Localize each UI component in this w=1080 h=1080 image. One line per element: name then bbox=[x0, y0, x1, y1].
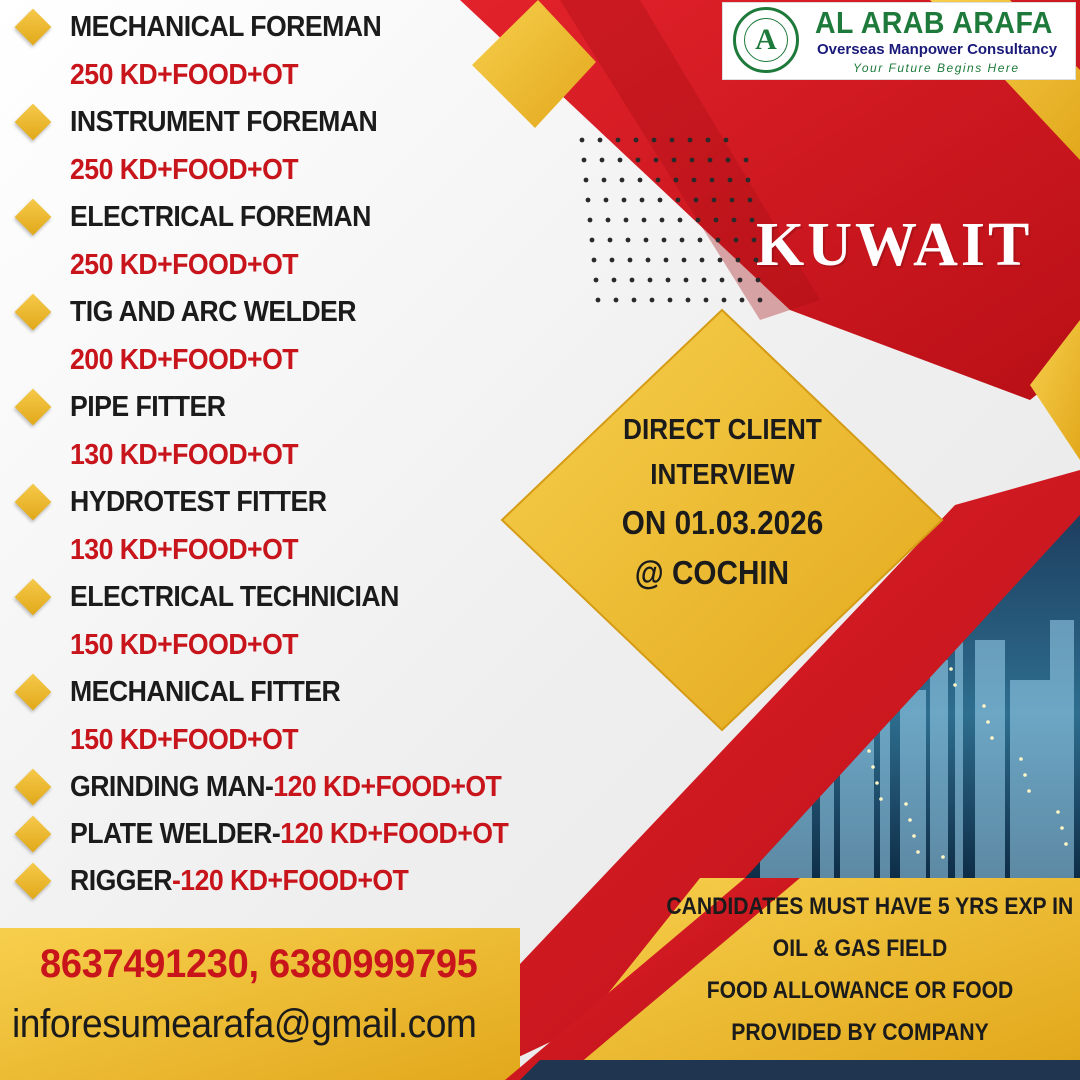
refinery-tower bbox=[1050, 620, 1074, 880]
dot bbox=[692, 178, 697, 183]
dot bbox=[708, 158, 713, 163]
dot bbox=[592, 258, 597, 263]
dot bbox=[612, 278, 617, 283]
refinery-light bbox=[982, 704, 986, 708]
dot bbox=[590, 238, 595, 243]
refinery-light bbox=[953, 683, 957, 687]
dot bbox=[736, 258, 741, 263]
dot bbox=[610, 258, 615, 263]
dot bbox=[686, 298, 691, 303]
refinery-tower bbox=[1010, 680, 1050, 880]
bullet-diamond-icon bbox=[15, 579, 52, 616]
job-salary: 130 KD+FOOD+OT bbox=[70, 439, 299, 471]
dot bbox=[730, 198, 735, 203]
refinery-light bbox=[875, 781, 879, 785]
refinery-light bbox=[990, 736, 994, 740]
job-salary: 120 KD+FOOD+OT bbox=[273, 771, 502, 803]
job-title: TIG AND ARC WELDER bbox=[70, 296, 357, 328]
dot bbox=[750, 218, 755, 223]
dot bbox=[650, 298, 655, 303]
dot bbox=[630, 278, 635, 283]
requirement-line: OIL & GAS FIELD bbox=[772, 935, 948, 962]
dot bbox=[656, 178, 661, 183]
job-item bbox=[14, 479, 574, 574]
refinery-light bbox=[916, 850, 920, 854]
dot bbox=[688, 138, 693, 143]
company-logo bbox=[722, 2, 1076, 80]
dot bbox=[714, 218, 719, 223]
job-title: ELECTRICAL FOREMAN bbox=[70, 201, 371, 233]
job-item-inline bbox=[14, 811, 574, 858]
dot bbox=[658, 198, 663, 203]
refinery-light bbox=[904, 802, 908, 806]
requirement-line: PROVIDED BY COMPANY bbox=[731, 1019, 989, 1046]
dot bbox=[596, 298, 601, 303]
dot bbox=[632, 298, 637, 303]
dot bbox=[748, 198, 753, 203]
refinery-light bbox=[871, 765, 875, 769]
dot bbox=[746, 178, 751, 183]
refinery-light bbox=[1019, 757, 1023, 761]
dot bbox=[694, 198, 699, 203]
dark-bottom-strip bbox=[520, 1060, 1080, 1080]
job-title: MECHANICAL FOREMAN bbox=[70, 11, 382, 43]
dot bbox=[642, 218, 647, 223]
job-item bbox=[14, 289, 574, 384]
contact-email: inforesumearafa@gmail.com bbox=[12, 1002, 477, 1046]
interview-line-2: INTERVIEW bbox=[650, 459, 795, 491]
job-salary: 120 KD+FOOD+OT bbox=[280, 818, 509, 850]
dot bbox=[654, 158, 659, 163]
dot bbox=[662, 238, 667, 243]
dot bbox=[604, 198, 609, 203]
dot bbox=[646, 258, 651, 263]
dot bbox=[740, 298, 745, 303]
dot bbox=[706, 138, 711, 143]
refinery-light bbox=[1060, 826, 1064, 830]
dot bbox=[758, 298, 763, 303]
dot bbox=[744, 158, 749, 163]
requirement-line: CANDIDATES MUST HAVE 5 YRS EXP IN bbox=[666, 893, 1074, 920]
refinery-light bbox=[1064, 842, 1068, 846]
refinery-light bbox=[867, 749, 871, 753]
dot bbox=[616, 138, 621, 143]
dot bbox=[588, 218, 593, 223]
bullet-diamond-icon bbox=[15, 104, 52, 141]
dot bbox=[648, 278, 653, 283]
dot bbox=[606, 218, 611, 223]
job-salary: 250 KD+FOOD+OT bbox=[70, 154, 299, 186]
dot bbox=[684, 278, 689, 283]
interview-details bbox=[585, 408, 860, 598]
dot bbox=[672, 158, 677, 163]
dot bbox=[584, 178, 589, 183]
job-salary: 250 KD+FOOD+OT bbox=[70, 249, 299, 281]
dot bbox=[598, 138, 603, 143]
dot bbox=[738, 278, 743, 283]
dot bbox=[716, 238, 721, 243]
dot bbox=[722, 298, 727, 303]
dot bbox=[608, 238, 613, 243]
job-title: INSTRUMENT FOREMAN bbox=[70, 106, 378, 138]
dot bbox=[600, 158, 605, 163]
dot bbox=[690, 158, 695, 163]
dot bbox=[614, 298, 619, 303]
job-item-inline bbox=[14, 858, 574, 905]
dot bbox=[634, 138, 639, 143]
job-item-inline bbox=[14, 764, 574, 811]
dot bbox=[628, 258, 633, 263]
dot bbox=[704, 298, 709, 303]
dot bbox=[726, 158, 731, 163]
refinery-light bbox=[1023, 773, 1027, 777]
company-name: AL ARAB ARAFA bbox=[815, 5, 1053, 40]
refinery-light bbox=[908, 818, 912, 822]
job-title: PLATE WELDER- bbox=[70, 818, 281, 850]
dot bbox=[580, 138, 585, 143]
dot bbox=[682, 258, 687, 263]
refinery-tower bbox=[900, 690, 926, 880]
refinery-tower bbox=[975, 640, 1005, 880]
job-item bbox=[14, 574, 574, 669]
refinery-light bbox=[879, 797, 883, 801]
refinery-light bbox=[1027, 789, 1031, 793]
interview-date: ON 01.03.2026 bbox=[621, 504, 824, 541]
refinery-tower bbox=[930, 660, 948, 880]
refinery-light bbox=[912, 834, 916, 838]
job-item bbox=[14, 99, 574, 194]
refinery-light bbox=[797, 659, 801, 663]
dot bbox=[624, 218, 629, 223]
dot bbox=[676, 198, 681, 203]
company-emblem-icon bbox=[733, 7, 799, 73]
refinery-light bbox=[949, 667, 953, 671]
bullet-diamond-icon bbox=[15, 199, 52, 236]
interview-line-1: DIRECT CLIENT bbox=[623, 414, 822, 446]
dot bbox=[698, 238, 703, 243]
job-title: MECHANICAL FITTER bbox=[70, 676, 341, 708]
dot bbox=[626, 238, 631, 243]
job-salary: -120 KD+FOOD+OT bbox=[171, 865, 409, 897]
dot bbox=[724, 138, 729, 143]
dot bbox=[638, 178, 643, 183]
job-salary: 130 KD+FOOD+OT bbox=[70, 534, 299, 566]
dot bbox=[680, 238, 685, 243]
bullet-diamond-icon bbox=[15, 769, 52, 806]
refinery-light bbox=[1056, 810, 1060, 814]
contact-phones: 8637491230, 6380999795 bbox=[40, 942, 478, 986]
job-salary: 150 KD+FOOD+OT bbox=[70, 724, 299, 756]
job-title: RIGGER bbox=[70, 865, 172, 897]
requirement-line: FOOD ALLOWANCE OR FOOD bbox=[706, 977, 1014, 1004]
dot bbox=[618, 158, 623, 163]
dot bbox=[712, 198, 717, 203]
dot bbox=[728, 178, 733, 183]
bullet-diamond-icon bbox=[15, 484, 52, 521]
dot bbox=[594, 278, 599, 283]
job-list bbox=[14, 4, 574, 905]
job-salary: 150 KD+FOOD+OT bbox=[70, 629, 299, 661]
dot bbox=[620, 178, 625, 183]
requirements bbox=[640, 886, 1080, 1054]
bullet-diamond-icon bbox=[15, 816, 52, 853]
dot bbox=[664, 258, 669, 263]
dot bbox=[696, 218, 701, 223]
dot bbox=[720, 278, 725, 283]
dot bbox=[622, 198, 627, 203]
bullet-diamond-icon bbox=[15, 389, 52, 426]
job-title: HYDROTEST FITTER bbox=[70, 486, 327, 518]
emblem-letter: A bbox=[744, 18, 788, 62]
dot bbox=[700, 258, 705, 263]
dot bbox=[666, 278, 671, 283]
dot bbox=[636, 158, 641, 163]
company-subtitle: Overseas Manpower Consultancy bbox=[817, 41, 1058, 58]
dot bbox=[734, 238, 739, 243]
company-tagline: Your Future Begins Here bbox=[853, 61, 1020, 75]
bullet-diamond-icon bbox=[15, 9, 52, 46]
job-item bbox=[14, 384, 574, 479]
dot bbox=[640, 198, 645, 203]
dot bbox=[718, 258, 723, 263]
dot bbox=[710, 178, 715, 183]
job-item bbox=[14, 194, 574, 289]
dot bbox=[652, 138, 657, 143]
job-title: GRINDING MAN- bbox=[70, 771, 274, 803]
dot bbox=[602, 178, 607, 183]
job-item bbox=[14, 669, 574, 764]
dot bbox=[702, 278, 707, 283]
dot bbox=[678, 218, 683, 223]
job-title: ELECTRICAL TECHNICIAN bbox=[70, 581, 399, 613]
job-title: PIPE FITTER bbox=[70, 391, 226, 423]
dot bbox=[660, 218, 665, 223]
refinery-light bbox=[941, 855, 945, 859]
bullet-diamond-icon bbox=[15, 863, 52, 900]
dot bbox=[668, 298, 673, 303]
dot bbox=[732, 218, 737, 223]
dot bbox=[586, 198, 591, 203]
job-salary: 200 KD+FOOD+OT bbox=[70, 344, 299, 376]
job-salary: 250 KD+FOOD+OT bbox=[70, 59, 299, 91]
bullet-diamond-icon bbox=[15, 674, 52, 711]
dot bbox=[670, 138, 675, 143]
country-heading: KUWAIT bbox=[756, 211, 1033, 279]
dot bbox=[674, 178, 679, 183]
bullet-diamond-icon bbox=[15, 294, 52, 331]
dot bbox=[644, 238, 649, 243]
interview-location: @ COCHIN bbox=[634, 554, 790, 591]
refinery-light bbox=[986, 720, 990, 724]
job-item bbox=[14, 4, 574, 99]
dot bbox=[582, 158, 587, 163]
